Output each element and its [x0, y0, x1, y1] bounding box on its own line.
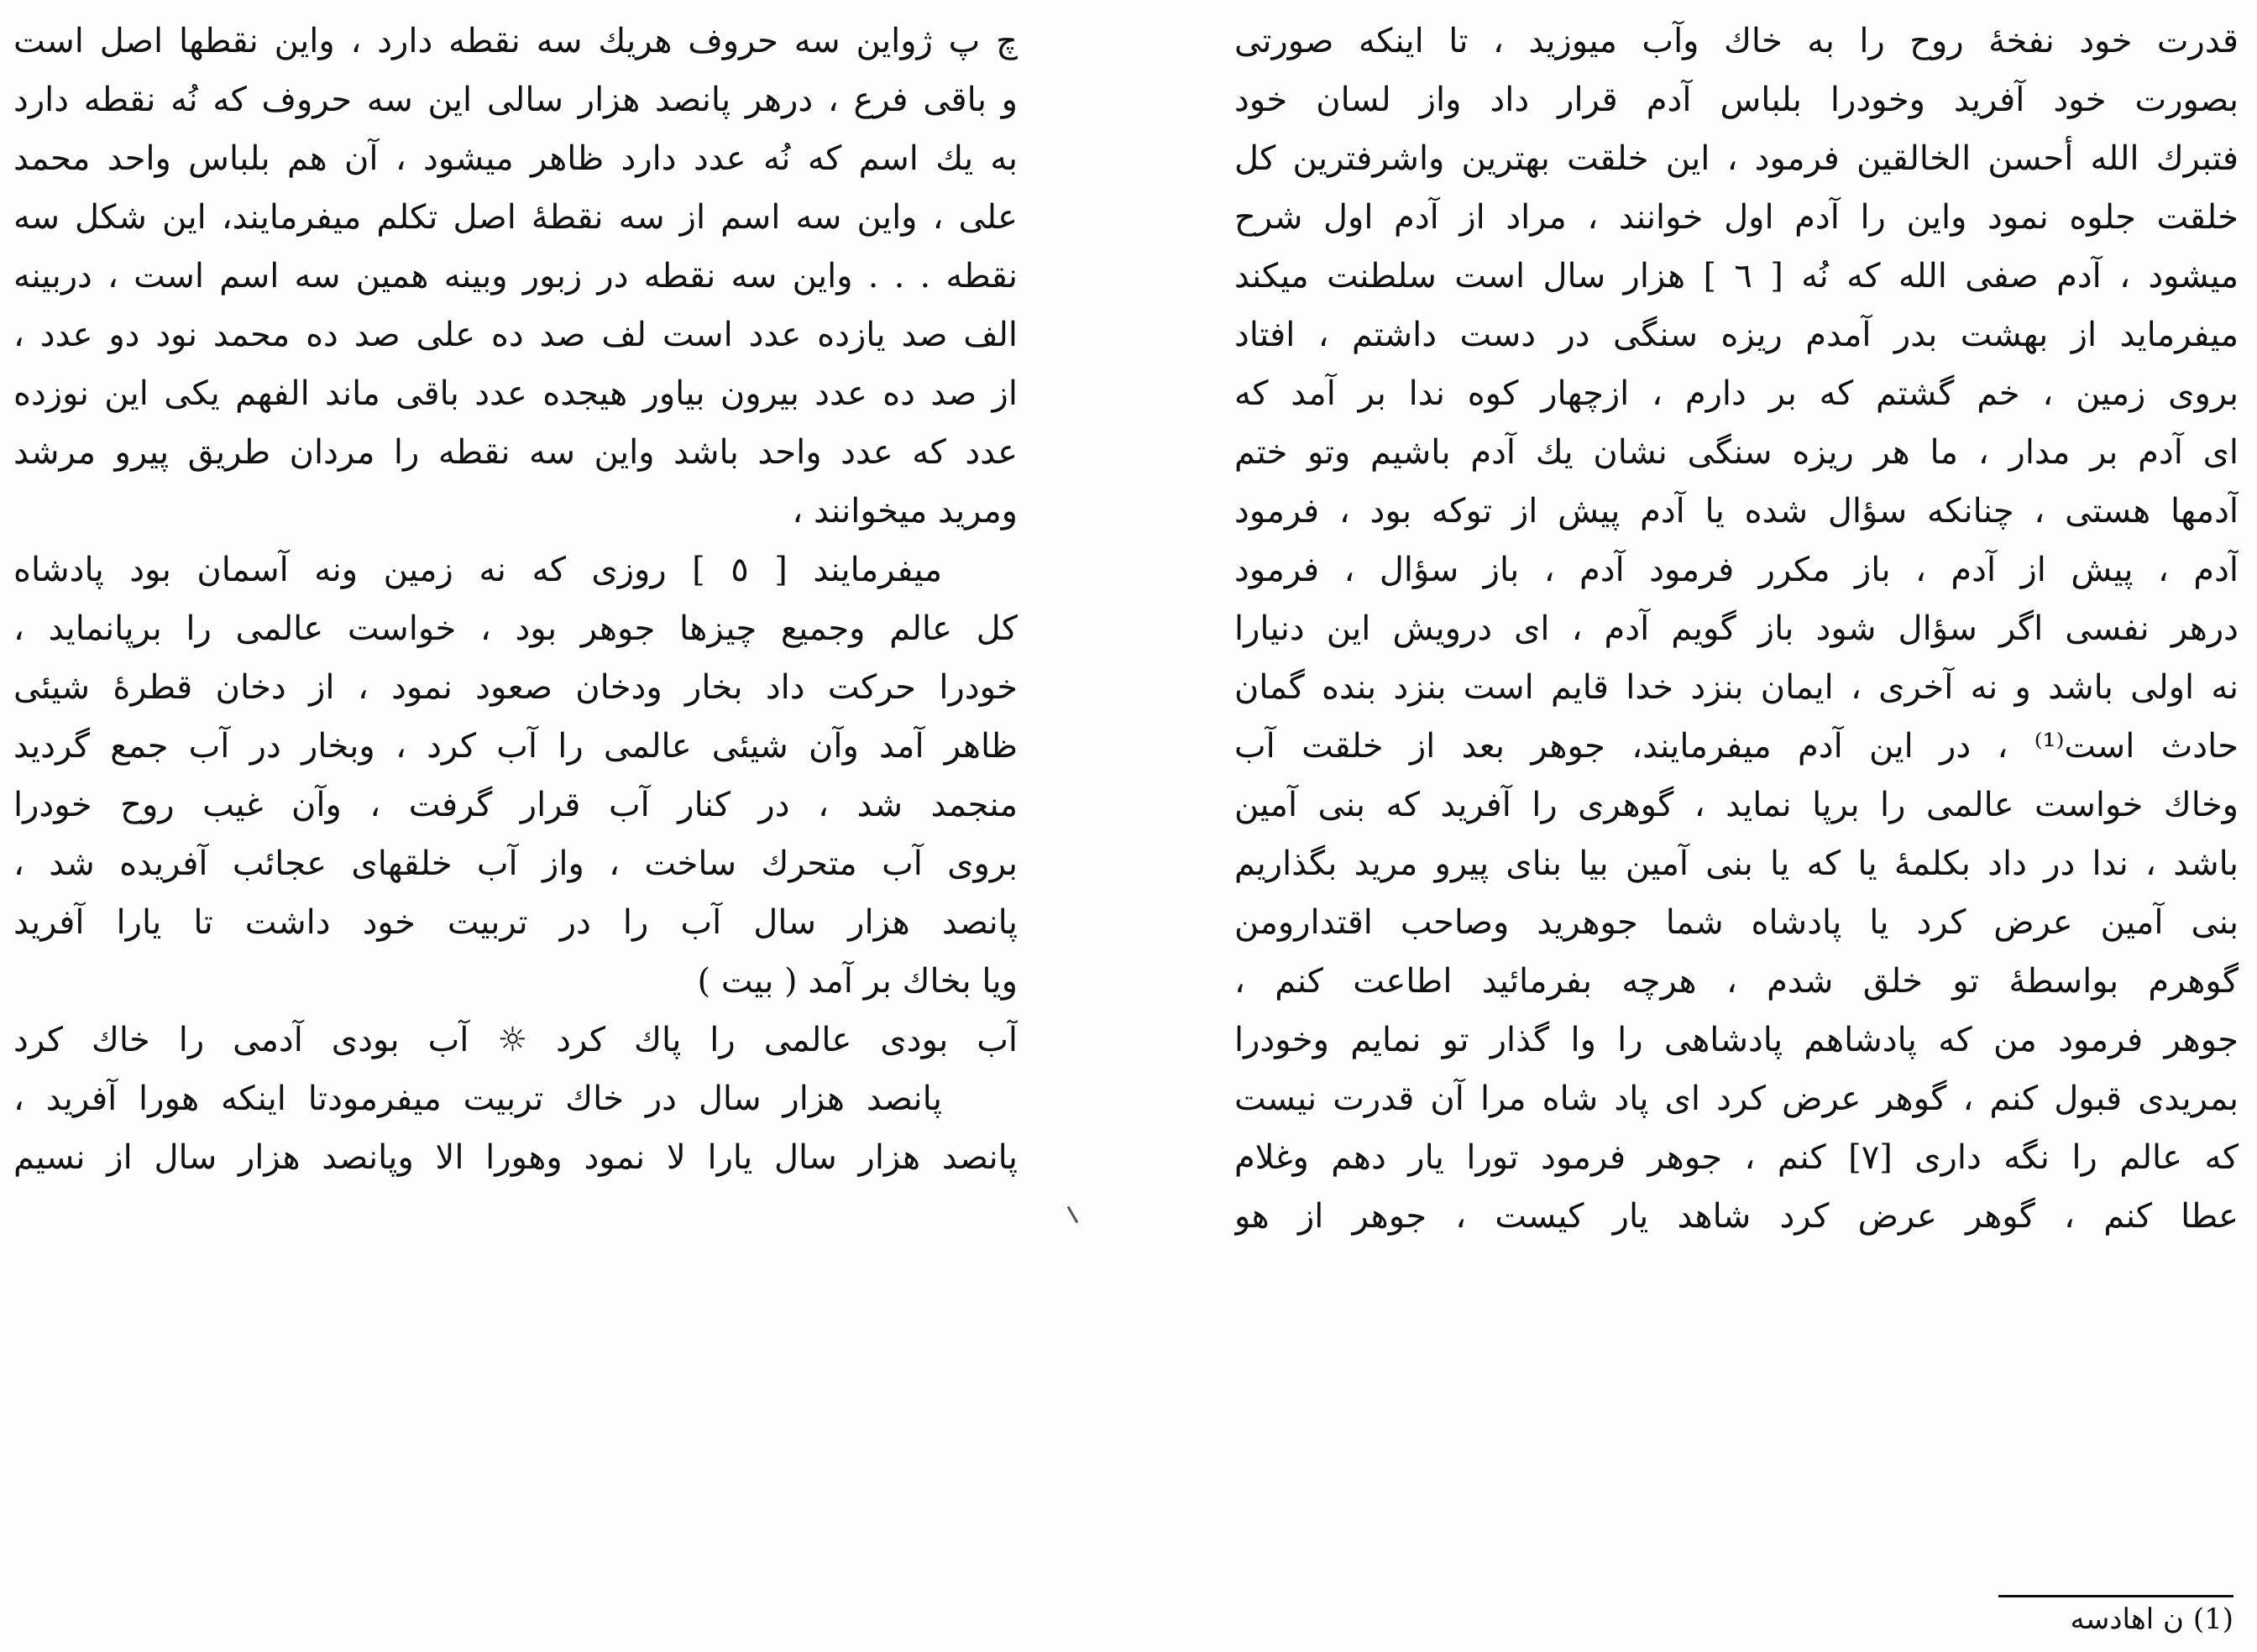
text-line: گوهرم بواسطهٔ تو خلق شدم ، هرچه بفرمائید اطاعت کنم ،	[1234, 962, 2239, 1001]
text-line: پانصد هزار سال آب را در تربیت خود داشت تا یارا آفرید	[13, 903, 1018, 942]
text-line: میشود ، آدم صفی الله که نُه [ ٦ ] هزار سال است سلطنت میکند	[1234, 257, 2239, 295]
text-line: آدمها هستی ، چنانکه سؤال شده یا آدم پیش از توکه بود ، فرمود	[1234, 492, 2239, 531]
text-line: حادث است⁽¹⁾ ، در این آدم میفرمایند، جوهر بعد از خلقت آب	[1234, 727, 2239, 766]
text-line: چ پ ژواین سه حروف هریك سه نقطه دارد ، واین نقطها اصل است	[13, 22, 1018, 60]
footnote: (1) ن اهادسه	[2070, 1602, 2233, 1636]
page-gutter	[1036, 0, 1229, 1652]
left-page	[13, 12, 1018, 1187]
text-line: میفرماید از بهشت بدر آمدم ریزه سنگی در دست داشتم ، افتاد	[1234, 316, 2239, 354]
text-line: خلقت جلوه نمود واین را آدم اول خوانند ، مراد از آدم اول شرح	[1234, 198, 2239, 237]
text-line: ظاهر آمد وآن شیئی عالمی را آب کرد ، وبخار در آب جمع گردید	[13, 727, 1018, 766]
text-line: وخاك خواست عالمی را برپا نماید ، گوهری را آفرید که بنی آمین	[1234, 786, 2239, 824]
text-line: ومرید میخوانند ،	[792, 492, 1018, 531]
text-line: آدم ، پیش از آدم ، باز مکرر فرمود آدم ، باز سؤال ، فرمود	[1234, 551, 2239, 589]
text-line: جوهر فرمود من که پادشاهم پادشاهی را وا گذار تو نمایم وخودرا	[1234, 1021, 2239, 1059]
text-line: کل عالم وجمیع چیزها جوهر بود ، خواست عالمی را برپانماید ،	[13, 609, 1018, 648]
text-line: که عالم را نگه داری [٧] کنم ، جوهر فرمود تورا یار دهم وغلام	[1234, 1138, 2239, 1177]
text-line: نه اولی باشد و نه آخری ، ایمان بنزد خدا قایم است بنزد بنده گمان	[1234, 668, 2239, 707]
text-line: میفرمایند [ ٥ ] روزی که نه زمین ونه آسمان بود پادشاه	[13, 551, 942, 589]
text-line: باشد ، ندا در داد بکلمهٔ یا که یا بنی آمین بیا بنای پیرو مرید بگذاریم	[1234, 844, 2239, 883]
text-line: از صد ده عدد بیرون بیاور هیجده عدد باقی ماند الفهم یکی این نوزده	[13, 374, 1018, 413]
footnote-rule	[1998, 1595, 2233, 1597]
verse-line: آب بودی عالمی را پاك کرد ☼ آب بودی آدمی را خاك کرد	[13, 1021, 1018, 1059]
text-line: و باقی فرع ، درهر پانصد هزار سالی این سه حروف که نُه نقطه دارد	[13, 81, 1018, 119]
text-line: فتبرك الله أحسن الخالقین فرمود ، این خلقت بهترین واشرفترین کل	[1234, 139, 2239, 178]
text-line: نقطه . . . واین سه نقطه در زبور وبینه همین سه اسم است ، دربینه	[13, 257, 1018, 295]
text-line: ای آدم بر مدار ، ما هر ریزه سنگی نشان یك آدم باشیم وتو ختم	[1234, 433, 2239, 472]
text-line: الف صد یازده عدد است لف صد ده علی صد ده محمد نود دو عدد ،	[13, 316, 1018, 354]
text-line: خودرا حرکت داد بخار ودخان صعود نمود ، از دخان قطرهٔ شیئی	[13, 668, 1018, 707]
right-page	[1234, 12, 2239, 1246]
text-line: بروی آب متحرك ساخت ، واز آب خلقهای عجائب آفریده شد ،	[13, 844, 1018, 883]
text-line: درهر نفسی اگر سؤال شود باز گویم آدم ، ای درویش این دنیارا	[1234, 609, 2239, 648]
text-line: قدرت خود نفخهٔ روح را به خاك وآب میوزید ، تا اینکه صورتی	[1234, 22, 2239, 60]
text-line: به یك اسم که نُه عدد دارد ظاهر میشود ، آن هم بلباس واحد محمد	[13, 139, 1018, 178]
text-line: بصورت خود آفرید وخودرا بلباس آدم قرار داد واز لسان خود	[1234, 81, 2239, 119]
text-line: علی ، واین سه اسم از سه نقطهٔ اصل تکلم میفرمایند، این شکل سه	[13, 198, 1018, 237]
text-line: بروی زمین ، خم گشتم که بر دارم ، ازچهار کوه ندا بر آمد که	[1234, 374, 2239, 413]
text-line: منجمد شد ، در کنار آب قرار گرفت ، وآن غیب روح خودرا	[13, 786, 1018, 824]
text-line: ویا بخاك بر آمد ( بیت )	[697, 962, 1018, 1001]
text-line: عدد که عدد واحد باشد واین سه نقطه را مردان طریق پیرو مرشد	[13, 433, 1018, 472]
text-line: عطا کنم ، گوهر عرض کرد شاهد یار کیست ، جوهر از هو	[1234, 1197, 2239, 1236]
text-line: بنی آمین عرض کرد یا پادشاه شما جوهرید وصاحب اقتدارومن	[1234, 903, 2239, 942]
text-line: پانصد هزار سال در خاك تربیت میفرمودتا اینکه هورا آفرید ،	[13, 1080, 942, 1118]
text-line: بمریدی قبول کنم ، گوهر عرض کرد ای پاد شاه مرا آن قدرت نیست	[1234, 1080, 2239, 1118]
text-line: پانصد هزار سال یارا لا نمود وهورا الا وپانصد هزار سال از نسیم	[13, 1138, 1018, 1177]
